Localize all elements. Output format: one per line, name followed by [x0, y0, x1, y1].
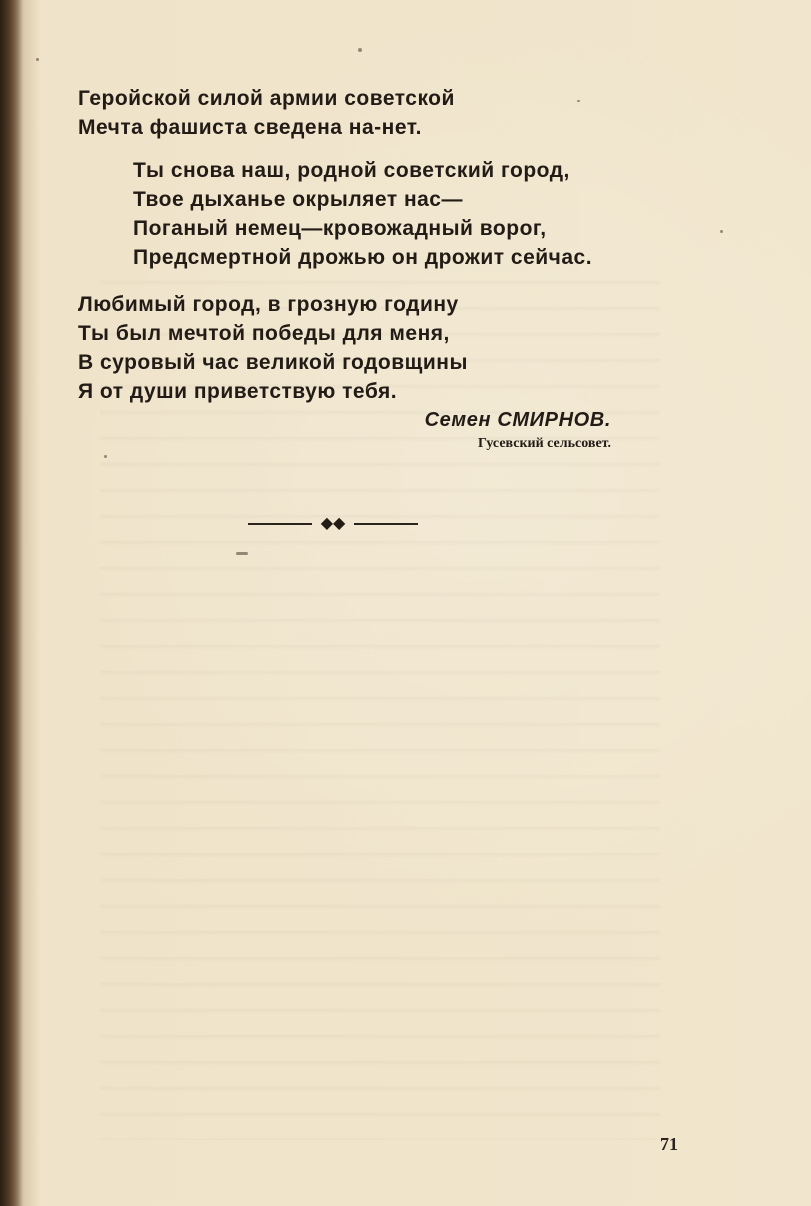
divider-rule-left: [248, 523, 312, 525]
poem-line: Я от души приветствую тебя.: [78, 380, 398, 403]
poem: [78, 84, 718, 406]
poem-line: Ты снова наш, родной советский город,: [133, 159, 570, 182]
paper-speck: [720, 230, 723, 233]
poem-line: Ты был мечтой победы для меня,: [78, 322, 450, 345]
poem-line: Твое дыханье окрыляет нас—: [133, 188, 463, 211]
paper-speck: [358, 48, 362, 52]
poem-line: В суровый час великой годовщины: [78, 351, 468, 374]
poem-line: Поганый немец—кровожадный ворог,: [133, 217, 547, 240]
diamond-ornament-icon: ◆◆: [320, 515, 346, 532]
poem-line: Любимый город, в грозную годину: [78, 293, 459, 316]
divider-rule-right: [354, 523, 418, 525]
paper-speck: [104, 455, 107, 458]
stanza-3: [78, 290, 718, 406]
poem-line: Предсмертной дрожью он дрожит сейчас.: [133, 246, 593, 269]
poem-line: Геройской силой армии советской: [78, 87, 455, 110]
author-name: Семен СМИРНОВ.: [424, 409, 611, 431]
paper-speck: [236, 552, 248, 555]
section-divider: [248, 513, 418, 535]
page-number: 71: [660, 1134, 678, 1154]
author-affiliation: Гусевский сельсовет.: [477, 436, 611, 451]
signature-block: [425, 409, 611, 452]
book-spine-shadow: [0, 0, 24, 1206]
stanza-2: [133, 156, 718, 272]
stanza-1: [78, 84, 718, 142]
paper-speck: [36, 58, 39, 61]
poem-line: Мечта фашиста сведена на-нет.: [78, 116, 422, 139]
